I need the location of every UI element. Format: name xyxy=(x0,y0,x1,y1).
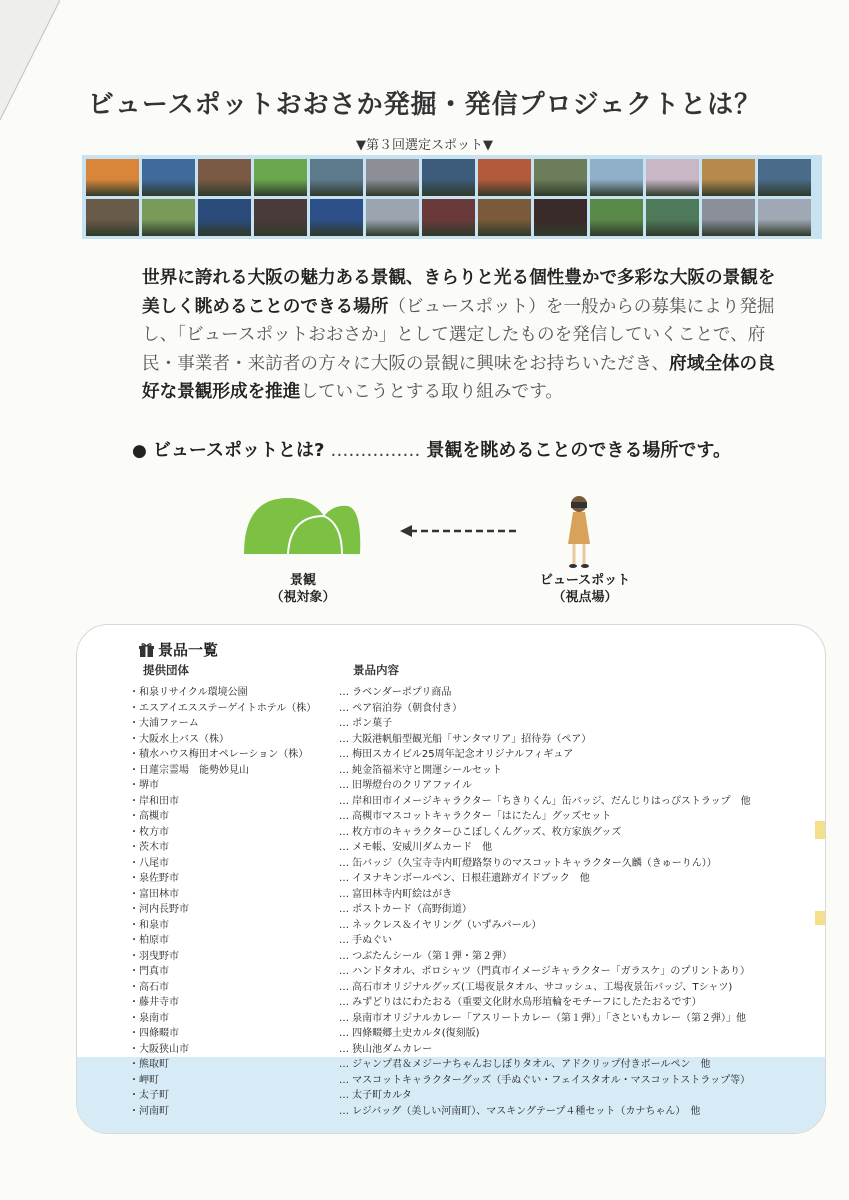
prize-provider: ・大浦ファーム xyxy=(129,718,199,729)
prize-content: … 缶バッジ（久宝寺寺内町燈路祭りのマスコットキャラクター久麟（きゅーりん）） xyxy=(339,857,717,869)
strip-photo xyxy=(646,159,699,196)
definition-term: ビュースポットとは? xyxy=(152,440,325,461)
bullet-icon: ● xyxy=(132,441,147,461)
prize-row xyxy=(129,993,819,1009)
prize-content: … メモ帳、安威川ダムカード 他 xyxy=(339,842,493,853)
gift-icon xyxy=(139,642,154,658)
prize-provider: ・富田林市 xyxy=(129,888,179,900)
prize-row xyxy=(129,1071,819,1087)
prize-row xyxy=(129,885,819,901)
prize-row xyxy=(129,1040,819,1056)
strip-photo xyxy=(254,199,307,236)
strip-photo xyxy=(534,199,587,236)
prize-row xyxy=(129,699,819,715)
prize-content: … ジャンプ君＆メジーナちゃんおしぼりタオル、アドクリップ付きボールペン 他 xyxy=(339,1059,711,1070)
scenery-label-sub: （視対象） xyxy=(270,590,336,605)
intro-text-2: していこうとする取り組みです。 xyxy=(300,382,563,402)
prize-row xyxy=(129,1024,819,1040)
strip-photo xyxy=(590,159,643,196)
prize-row xyxy=(129,1102,819,1118)
prize-content: … レジバッグ（美しい河南町）、マスキングテープ４種セット（カナちゃん） 他 xyxy=(339,1105,701,1117)
intro-bold-2: 府域全体の良好な景観形成を推進 xyxy=(142,353,775,402)
prize-provider: ・積水ハウス梅田オペレーション（株） xyxy=(129,749,309,760)
strip-photo xyxy=(758,159,811,196)
prize-provider: ・四條畷市 xyxy=(129,1028,179,1039)
prize-content: … 手ぬぐい xyxy=(339,935,393,946)
person-with-binoculars-icon xyxy=(568,496,590,568)
prize-provider: ・河南町 xyxy=(129,1105,169,1117)
prize-row xyxy=(129,745,819,761)
prize-content: … マスコットキャラクターグッズ（手ぬぐい・フェイスタオル・マスコットストラップ等） xyxy=(339,1074,751,1086)
prize-row xyxy=(129,730,819,746)
strip-photo xyxy=(142,159,195,196)
strip-photo xyxy=(254,159,307,196)
viewspot-label-title: ビュースポット xyxy=(539,573,631,588)
prize-provider: ・熊取町 xyxy=(129,1059,169,1070)
strip-photo xyxy=(310,199,363,236)
prize-provider: ・藤井寺市 xyxy=(129,997,179,1008)
prize-row xyxy=(129,962,819,978)
prize-heading-text: 景品一覧 xyxy=(158,641,219,659)
prize-provider: ・高槻市 xyxy=(129,811,169,822)
prize-content: … 狭山池ダムカレー xyxy=(339,1043,433,1055)
prize-content: … 高石市オリジナルグッズ(工場夜景タオル、サコッシュ、工場夜景缶バッジ、Tシャツ) xyxy=(339,981,733,993)
prize-content: … ポン菓子 xyxy=(339,718,393,729)
prize-row xyxy=(129,916,819,932)
prize-content: … 旧堺燈台のクリアファイル xyxy=(339,780,472,791)
column-header-provider: 提供団体 xyxy=(143,663,189,677)
prize-row xyxy=(129,792,819,808)
prize-content: … 富田林寺内町絵はがき xyxy=(339,888,453,900)
prize-provider: ・和泉市 xyxy=(129,919,169,931)
prize-provider: ・羽曳野市 xyxy=(129,950,179,962)
prize-provider: ・茨木市 xyxy=(129,842,169,853)
scenery-label xyxy=(268,572,338,606)
prize-provider: ・高石市 xyxy=(129,981,169,993)
prize-provider: ・大阪水上バス（株） xyxy=(129,733,229,745)
prize-provider: ・八尾市 xyxy=(129,857,169,869)
prize-row xyxy=(129,869,819,885)
column-header-content: 景品内容 xyxy=(353,663,399,677)
page-title: ビュースポットおおさか発掘・発信プロジェクトとは？ xyxy=(87,90,762,120)
prize-content: … イヌナキンボールペン、日根荘遺跡ガイドブック 他 xyxy=(339,873,590,884)
strip-photo xyxy=(142,199,195,236)
strip-photo xyxy=(86,199,139,236)
prize-content: … 高槻市マスコットキャラクター「はにたん」グッズセット xyxy=(339,811,612,822)
viewspot-label xyxy=(520,572,650,606)
strip-photo xyxy=(534,159,587,196)
prize-row xyxy=(129,683,819,699)
prize-content: … 枚方市のキャラクターひこぼしくんグッズ、枚方家族グッズ xyxy=(339,826,622,838)
prize-content: … 泉南市オリジナルカレー「アスリートカレー（第１弾）」「さといもカレー（第２弾）」他 xyxy=(339,1012,746,1024)
strip-photo xyxy=(366,199,419,236)
prize-content: … みずどりはにわたおる（重要文化財水鳥形埴輪をモチーフにしたたおるです） xyxy=(339,997,702,1008)
prize-content: … ハンドタオル、ポロシャツ（門真市イメージキャラクター「ガラスケ」のプリントあり） xyxy=(339,966,750,977)
prize-row xyxy=(129,1086,819,1102)
strip-photo xyxy=(422,159,475,196)
prize-heading xyxy=(139,639,218,660)
prize-provider: ・泉佐野市 xyxy=(129,873,179,884)
prize-content: … ペア宿泊券（朝食付き） xyxy=(339,702,463,714)
strip-photo xyxy=(310,159,363,196)
strip-photo xyxy=(478,199,531,236)
prize-content: … 岸和田市イメージキャラクター「ちきりくん」缶バッジ、だんじりはっぴストラップ 他 xyxy=(339,795,751,807)
prize-provider: ・泉南市 xyxy=(129,1012,169,1024)
definition-line xyxy=(132,436,812,462)
strip-photo xyxy=(198,199,251,236)
prize-row xyxy=(129,823,819,839)
prize-provider: ・堺市 xyxy=(129,780,159,791)
prize-content: … ネックレス＆イヤリング（いずみパール） xyxy=(339,919,542,931)
prize-row xyxy=(129,931,819,947)
strip-photo xyxy=(702,159,755,196)
prize-content: … 四條畷郷土史カルタ(復刻版) xyxy=(339,1028,480,1039)
intro-bold-1: 世界に誇れる大阪の魅力ある景観、きらりと光る個性豊かで多彩な大阪の景観を美しく眺めることのできる場所 xyxy=(142,268,776,317)
prize-row xyxy=(129,714,819,730)
strip-photo xyxy=(198,159,251,196)
prize-provider: ・太子町 xyxy=(129,1090,169,1101)
strip-photo xyxy=(646,199,699,236)
prize-content: … 梅田スカイビル25周年記念オリジナルフィギュア xyxy=(339,749,574,760)
intro-paragraph xyxy=(142,264,782,407)
prize-provider: ・岬町 xyxy=(129,1074,159,1086)
intro-text-1: （ビュースポット）を一般からの募集により発掘し、「ビュースポットおおさか」として選定したものを発信していくことで、府民・事業者・来訪者の方々に大阪の景観に興味をお持ちいただき、 xyxy=(142,296,775,374)
prize-content: … 純金箔福米守と開運シールセット xyxy=(339,764,502,776)
strip-photo xyxy=(758,199,811,236)
prize-content: … 太子町カルタ xyxy=(339,1090,412,1101)
scenery-label-title: 景観 xyxy=(289,573,316,588)
prize-row xyxy=(129,1009,819,1025)
viewspot-label-sub: （視点場） xyxy=(552,590,618,605)
mountain-icon xyxy=(244,498,360,554)
prize-provider: ・日蓮宗霊場 能勢妙見山 xyxy=(129,764,249,776)
strip-photo xyxy=(86,159,139,196)
definition-answer: 景観を眺めることのできる場所です。 xyxy=(426,440,731,461)
prize-content: … ポストカード（高野街道） xyxy=(339,904,472,915)
arrow-icon xyxy=(400,525,520,537)
strip-photo xyxy=(366,159,419,196)
prize-provider: ・枚方市 xyxy=(129,826,169,838)
prize-row xyxy=(129,947,819,963)
prize-row xyxy=(129,1055,819,1071)
photo-strip xyxy=(82,155,822,239)
prize-row xyxy=(129,776,819,792)
prize-provider: ・岸和田市 xyxy=(129,795,179,807)
prize-row xyxy=(129,761,819,777)
prize-rows xyxy=(129,683,819,1117)
strip-photo xyxy=(422,199,475,236)
prize-provider: ・河内長野市 xyxy=(129,904,189,915)
prize-provider: ・エスアイエスステーゲイトホテル（株） xyxy=(129,702,317,714)
prize-content: … つぶたんシール（第１弾・第２弾） xyxy=(339,950,512,962)
leader-dots: …………… xyxy=(330,440,421,461)
prize-row xyxy=(129,854,819,870)
prize-list-panel xyxy=(76,624,826,1134)
prize-row xyxy=(129,807,819,823)
prize-row xyxy=(129,978,819,994)
prize-provider: ・柏原市 xyxy=(129,935,169,946)
prize-row xyxy=(129,900,819,916)
strip-photo xyxy=(590,199,643,236)
strip-photo xyxy=(702,199,755,236)
prize-row xyxy=(129,838,819,854)
strip-photo xyxy=(478,159,531,196)
prize-provider: ・和泉リサイクル環境公園 xyxy=(129,687,248,698)
prize-provider: ・大阪狭山市 xyxy=(129,1043,189,1055)
prize-provider: ・門真市 xyxy=(129,966,169,977)
section-subtitle: ▼第３回選定スポット▼ xyxy=(356,138,493,153)
prize-content: … 大阪港帆船型観光船「サンタマリア」招待券（ペア） xyxy=(339,733,592,745)
prize-content: … ラベンダーポプリ商品 xyxy=(339,687,452,698)
